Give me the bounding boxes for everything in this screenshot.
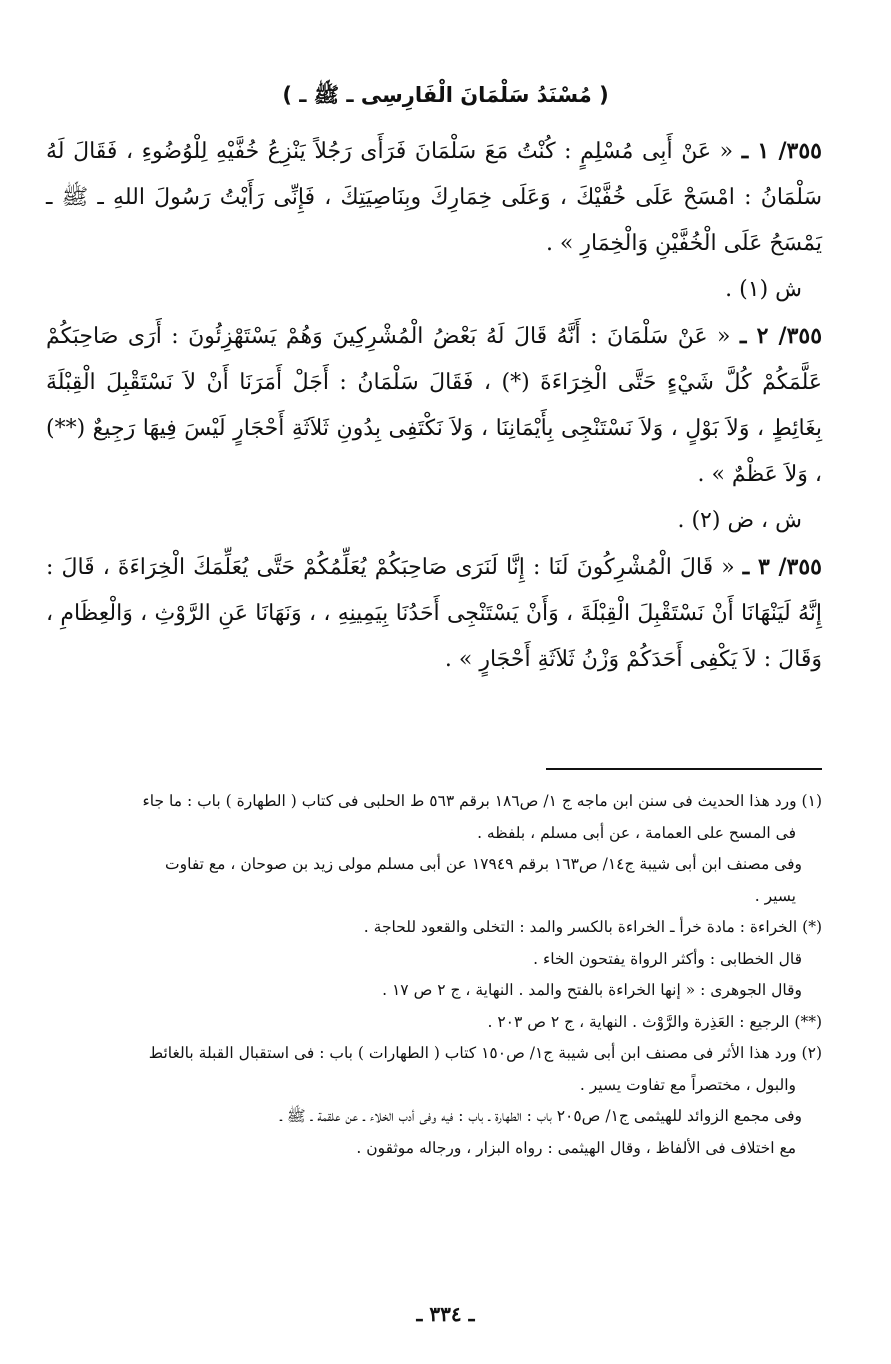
footnote-2-continued: والبول ، مختصراً مع تفاوت يسير .: [579, 1075, 796, 1094]
hadith-text: « قَالَ الْمُشْرِكُونَ لَنَا : إِنَّا لَنَرَى صَاحِبَكُمْ يُعَلِّمُكُمْ حَتَّى يُعَلِّمَكَ الْخِرَاءَةَ ، قَالَ : إِنَّهُ لَيَنْهَانَا أَنْ نَسْتَقْبِلَ الْقِبْلَةَ ، وَأَنْ يَسْتَنْجِى أَحَدُنَا بِيَمِينِهِ ، ، وَنَهَانَا عَنِ الرَّوْثِ ، وَالْعِظَامِ ، وَقَالَ : لاَ يَكْفِى أَحَدَكُمْ وَزْنُ ثَلاَثَةِ أَحْجَارٍ » .: [46, 555, 822, 672]
footnote-1-additional-continued: يسير .: [754, 886, 796, 905]
hadith-3: [46, 544, 822, 683]
hadith-source: ش (١) .: [725, 277, 802, 302]
hadith-number: ٣٥٥/ ١ ـ: [741, 138, 822, 164]
hadith-number: ٣٥٥/ ٣ ـ: [742, 554, 822, 580]
hadith-text: « عَنْ أَبِى مُسْلِمٍ : كُنْتُ مَعَ سَلْمَانَ فَرَأَى رَجُلاً يَنْزِعُ خُفَّيْهِ لِلْوُضُوءِ ، فَقَالَ لَهُ سَلْمَانُ : امْسَحْ عَلَى خُفَّيْكَ ، وَعَلَى خِمَارِكَ وبِنَاصِيَتِكَ ، فَإِنِّى رَأَيْتُ رَسُولَ اللهِ ـ ﷺ ـ يَمْسَحُ عَلَى الْخُفَّيْنِ وَالْخِمَارِ » .: [46, 139, 822, 256]
footnote-2-additional-continued: مع اختلاف فى الألفاظ ، وقال الهيثمى : رواه البزار ، ورجاله موثقون .: [356, 1138, 796, 1157]
footnote-separator: [546, 768, 822, 770]
page-number: ـ ٣٣٤ ـ: [416, 1302, 475, 1326]
hadith-text: « عَنْ سَلْمَانَ : أَنَّهُ قَالَ لَهُ بَعْضُ الْمُشْرِكِينَ وَهُمْ يَسْتَهْزِئُونَ : أَرَى صَاحِبَكُمْ عَلَّمَكُمْ كُلَّ شَيْءٍ حَتَّى الْخِرَاءَةَ (*) ، فَقَالَ سَلْمَانُ : أَجَلْ أَمَرَنَا أَنْ لاَ نَسْتَقْبِلَ الْقِبْلَةَ بِغَائِطٍ ، وَلاَ بَوْلٍ ، وَلاَ نَسْتَنْجِى بِأَيْمَانِنَا ، وَلاَ نَكْتَفِى بِدُونِ ثَلاَثَةِ أَحْجَارٍ لَيْسَ فِيهَا رَجِيعٌ (**) ، وَلاَ عَظْمٌ » .: [46, 324, 822, 487]
footnote-2: (٢) ورد هذا الأثر فى مصنف ابن أبى شيبة ج١/ ص١٥٠ كتاب ( الطهارات ) باب : فى استقبال القبلة بالغائط: [148, 1044, 822, 1062]
hadith-1: [46, 128, 822, 267]
footnote-star-2: (**) الرجيع : العَذِرة والرَّوْث . النهاية ، ج ٢ ص ٢٠٣ .: [487, 1012, 822, 1031]
footnote-1-additional: وفى مصنف ابن أبى شيبة ج١٤/ ص١٦٣ برقم ١٧٩٤٩ عن أبى مسلم مولى زيد بن صوحان ، مع تفاوت: [165, 855, 802, 873]
footnote-star-1: (*) الخراءة : مادة خرأ ـ الخراءة بالكسر والمد : التخلى والقعود للحاجة .: [363, 918, 822, 936]
footnote-1-continued: فى المسح على العمامة ، عن أبى مسلم ، بلفظه .: [477, 823, 796, 842]
page-header: ( مُسْنَدُ سَلْمَانَ الْفَارِسِى ـ ﷺ ـ ): [282, 83, 609, 107]
footnote-star-1-line-2: قال الخطابى : وأكثر الرواة يفتحون الخاء .: [533, 949, 802, 968]
footnotes: [46, 786, 822, 1164]
hadith-2: [46, 313, 822, 498]
hadith-body: [46, 128, 822, 683]
footnote-1: (١) ورد هذا الحديث فى سنن ابن ماجه ج ١/ ص١٨٦ برقم ٥٦٣ ط الحلبى فى كتاب ( الطهارة ) باب : ما جاء: [142, 792, 822, 810]
footnote-2-additional: وفى مجمع الزوائد للهيثمى ج١/ ص٢٠٥ باب : الطهارة ـ باب : فيه وفى أدب الخلاء ـ عن علقمة ـ ﷺ ـ: [280, 1107, 802, 1125]
hadith-source: ش ، ض (٢) .: [677, 508, 802, 533]
footnote-star-1-line-3: وقال الجوهرى : « إنها الخراءة بالفتح والمد . النهاية ، ج ٢ ص ١٧ .: [382, 981, 802, 999]
hadith-number: ٣٥٥/ ٢ ـ: [739, 323, 823, 349]
